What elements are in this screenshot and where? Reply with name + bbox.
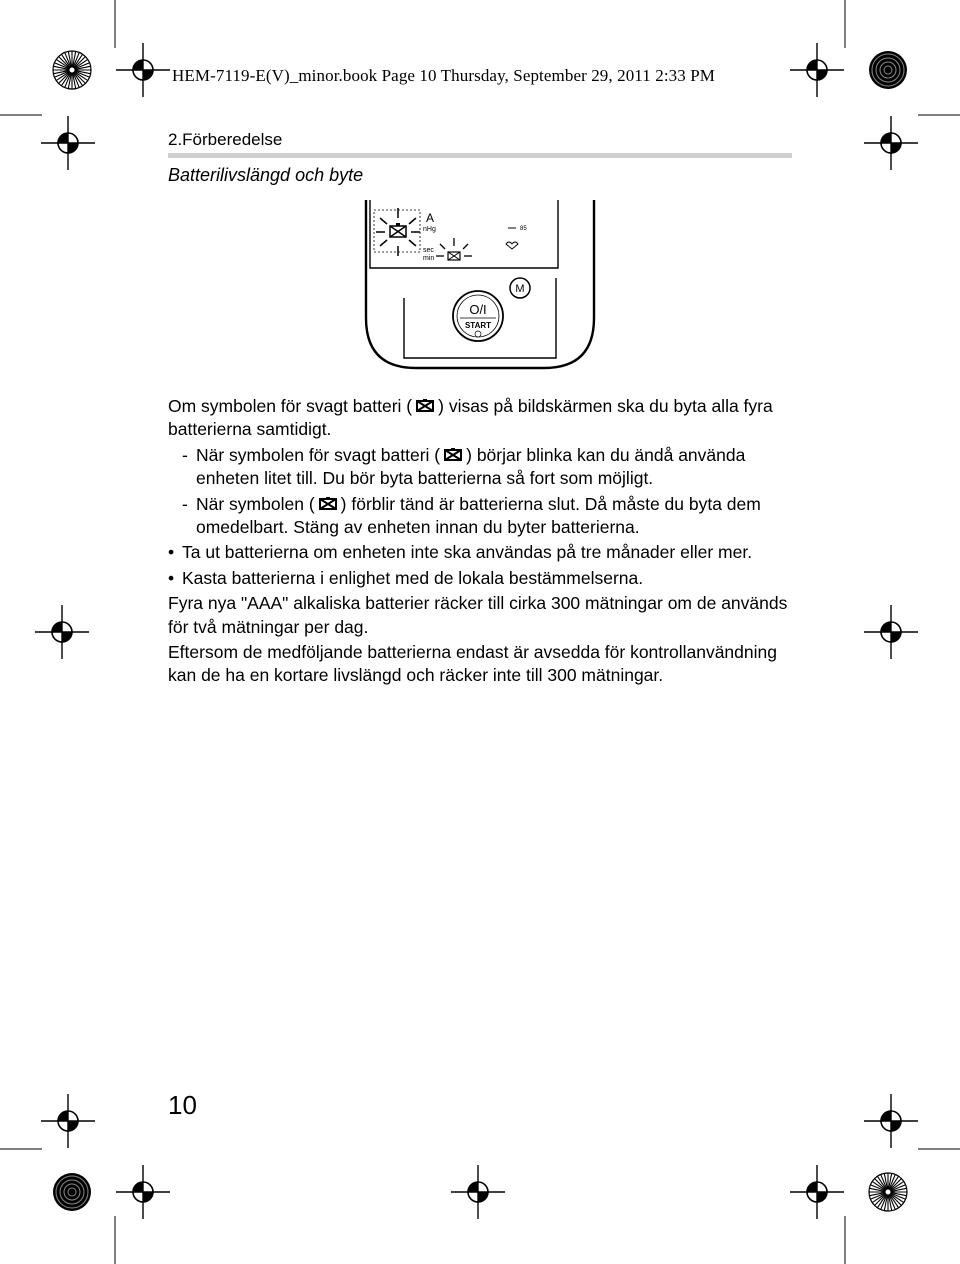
star-target-icon (869, 1173, 907, 1211)
paragraph: Fyra nya "AAA" alkaliska batterier räcker till cirka 300 mätningar om de används för två mätningar per dag. (168, 593, 788, 637)
dash-item: - När symbolen för svagt batteri ( ) börjar blinka kan du ändå använda enheten litet till. Du bör byta batterierna så fort som möjligt. (182, 444, 746, 489)
paragraph: Eftersom de medföljande batterierna endast är avsedda för kontrollanvändning kan de ha en kortare livslängd och räcker inte till 300 mätningar. (168, 642, 777, 686)
registration-crosshair-icon (864, 605, 918, 659)
registration-crosshair-icon (116, 43, 170, 97)
registration-crosshair-icon (116, 1165, 170, 1219)
unit-label: nHg (423, 226, 436, 233)
registration-crosshair-icon (864, 1094, 918, 1148)
registration-crosshair-icon (790, 43, 844, 97)
start-label: START (464, 321, 492, 330)
registration-crosshair-icon (864, 116, 918, 170)
print-slug: HEM-7119-E(V)_minor.book Page 10 Thursday, September 29, 2011 2:33 PM (172, 66, 715, 85)
section-title: 2.Förberedelse (168, 130, 283, 149)
registration-crosshair-icon (790, 1165, 844, 1219)
scale-value: 85 (520, 226, 527, 232)
low-battery-icon (390, 223, 406, 237)
registration-crosshair-icon (35, 605, 89, 659)
device-illustration (360, 198, 600, 376)
bullet-item: • Kasta batterierna i enlighet med de lokala bestämmelserna. (168, 567, 644, 588)
unit-label: min (423, 255, 435, 262)
memory-button-label: M (515, 283, 525, 295)
low-battery-icon (442, 447, 464, 463)
low-battery-icon (414, 398, 436, 414)
subtitle: Batterilivslängd och byte (168, 165, 364, 185)
page-number: 10 (168, 1090, 197, 1120)
star-target-icon (869, 51, 907, 89)
star-target-icon (53, 1173, 91, 1211)
star-target-icon (53, 51, 91, 89)
dash-item: - När symbolen ( ) förblir tänd är batterierna slut. Då måste du byta dem omedelbart. Stäng av enheten innan du byter batterierna. (182, 493, 761, 538)
paragraph: Om symbolen för svagt batteri ( ) visas på bildskärmen ska du byta alla fyra batterierna samtidigt. (168, 396, 773, 440)
registration-crosshair-icon (451, 1165, 505, 1219)
registration-crosshair-icon (41, 1094, 95, 1148)
low-battery-icon (448, 252, 460, 260)
heart-icon (506, 242, 518, 249)
unit-label: sec (423, 247, 434, 254)
bullet-item: • Ta ut batterierna om enheten inte ska användas på tre månader eller mer. (168, 542, 753, 563)
unit-label: A (426, 211, 435, 225)
section-divider (168, 153, 792, 158)
low-battery-icon (317, 496, 339, 512)
registration-crosshair-icon (41, 116, 95, 170)
power-label: O/I (469, 302, 487, 317)
body-text (168, 395, 798, 690)
